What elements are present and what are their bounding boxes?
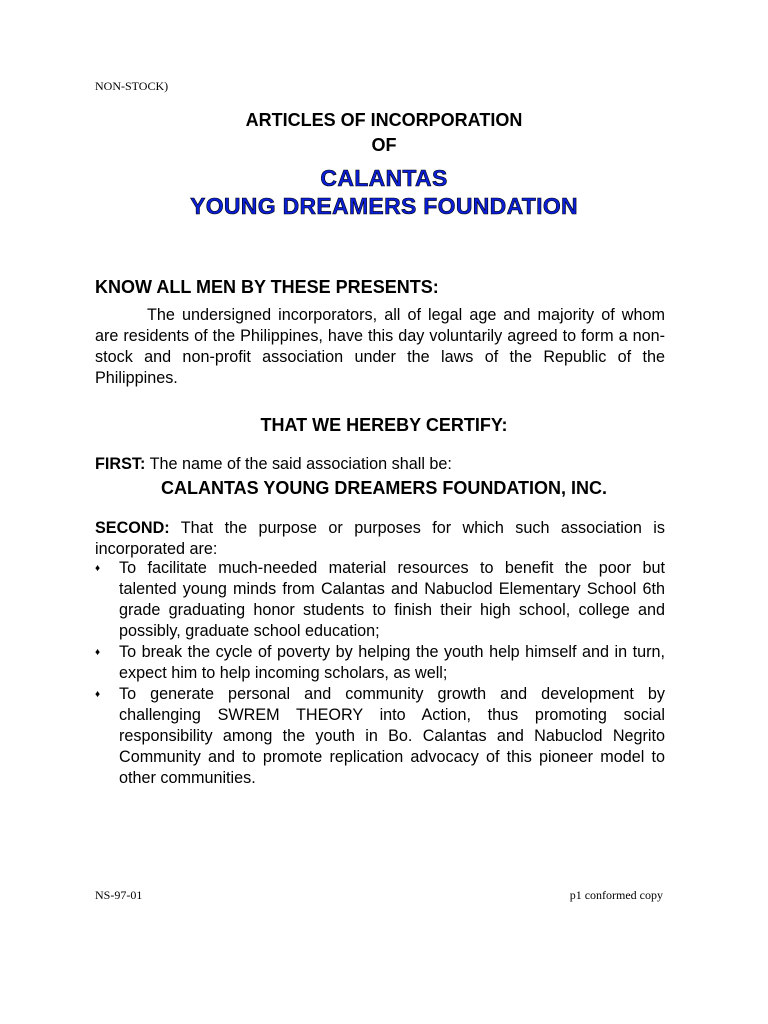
purpose-text: To generate personal and community growth and development by challenging SWREM THEORY into Action, thus promoting social responsibility among the youth in Bo. Calantas and Nabuclod Negrito Community and to promote replication advocacy of this pioneer model to other communities.: [119, 685, 665, 787]
diamond-bullet-icon: ♦: [95, 647, 101, 658]
diamond-bullet-icon: ♦: [95, 689, 101, 700]
diamond-bullet-icon: ♦: [95, 563, 101, 574]
certify-heading: THAT WE HEREBY CERTIFY:: [260, 415, 508, 435]
document-title-of: OF: [371, 135, 397, 155]
incorporators-paragraph: The undersigned incorporators, all of legal age and majority of whom are residents of the Philippines, have this day voluntarily agreed to form a non-stock and non-profit association under the laws of the Republic of the Philippines.: [95, 306, 665, 387]
purpose-text: To facilitate much-needed material resources to benefit the poor but talented young minds from Calantas and Nabuclod Elementary School 6th grade graduating honor students to finish their high school, college and possibly, graduate school education;: [119, 559, 665, 640]
list-item: [95, 642, 665, 684]
first-text: The name of the said association shall be:: [145, 455, 452, 473]
footer-form-code: NS-97-01: [95, 888, 143, 902]
association-name: CALANTAS YOUNG DREAMERS FOUNDATION, INC.: [160, 478, 607, 498]
first-article: [95, 455, 452, 474]
second-text: That the purpose or purposes for which such association is incorporated are:: [95, 519, 665, 558]
know-all-men-heading: KNOW ALL MEN BY THESE PRESENTS:: [95, 277, 439, 297]
purposes-list: [95, 558, 665, 789]
list-item: [95, 684, 665, 789]
organization-name-line2: YOUNG DREAMERS FOUNDATION: [190, 193, 578, 219]
list-item: [95, 558, 665, 642]
second-article: [95, 518, 665, 560]
organization-name-line1: CALANTAS: [320, 165, 448, 191]
document-title: ARTICLES OF INCORPORATION: [245, 110, 523, 130]
second-label: SECOND:: [95, 519, 170, 537]
first-label: FIRST:: [95, 455, 146, 473]
purpose-text: To break the cycle of poverty by helping the youth help himself and in turn, expect him to help incoming scholars, as well;: [119, 643, 665, 682]
form-type-note: NON-STOCK): [95, 79, 169, 93]
footer-page-label: p1 conformed copy: [569, 888, 663, 902]
